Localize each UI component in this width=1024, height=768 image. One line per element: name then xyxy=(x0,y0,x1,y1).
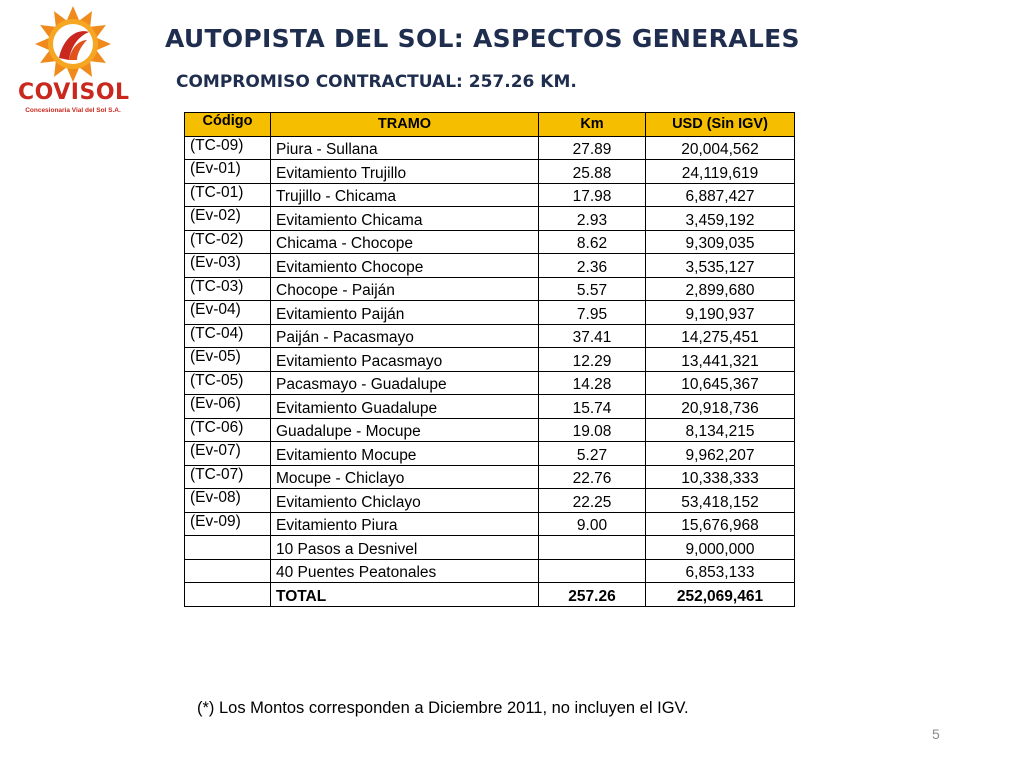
tramos-table xyxy=(184,112,795,607)
cell-codigo: (Ev-01) xyxy=(185,160,271,184)
cell-usd: 3,459,192 xyxy=(646,207,795,231)
table-row xyxy=(185,489,795,513)
cell-codigo: (Ev-08) xyxy=(185,489,271,513)
table-row xyxy=(185,465,795,489)
cell-km: 37.41 xyxy=(539,324,646,348)
total-usd: 252,069,461 xyxy=(646,583,795,607)
table-row xyxy=(185,230,795,254)
table-row xyxy=(185,512,795,536)
table-row xyxy=(185,348,795,372)
cell-codigo: (TC-07) xyxy=(185,465,271,489)
table-header-row xyxy=(185,113,795,137)
cell-codigo: (TC-02) xyxy=(185,230,271,254)
cell-usd: 6,853,133 xyxy=(646,559,795,583)
footnote: (*) Los Montos corresponden a Diciembre 2011, no incluyen el IGV. xyxy=(197,699,689,717)
page-subtitle: COMPROMISO CONTRACTUAL: 257.26 KM. xyxy=(176,72,577,92)
cell-tramo: Evitamiento Chiclayo xyxy=(271,489,539,513)
cell-km: 14.28 xyxy=(539,371,646,395)
cell-tramo: Evitamiento Chocope xyxy=(271,254,539,278)
cell-usd: 20,004,562 xyxy=(646,136,795,160)
cell-usd: 14,275,451 xyxy=(646,324,795,348)
cell-km: 8.62 xyxy=(539,230,646,254)
page-title: AUTOPISTA DEL SOL: ASPECTOS GENERALES xyxy=(165,24,800,53)
cell-km: 15.74 xyxy=(539,395,646,419)
cell-usd: 6,887,427 xyxy=(646,183,795,207)
cell-codigo xyxy=(185,536,271,560)
cell-codigo: (Ev-04) xyxy=(185,301,271,325)
table-row xyxy=(185,301,795,325)
cell-km: 2.36 xyxy=(539,254,646,278)
cell-km: 2.93 xyxy=(539,207,646,231)
cell-km xyxy=(539,559,646,583)
header-km: Km xyxy=(539,113,646,137)
cell-tramo: Guadalupe - Mocupe xyxy=(271,418,539,442)
cell-tramo: Piura - Sullana xyxy=(271,136,539,160)
cell-km: 22.76 xyxy=(539,465,646,489)
cell-usd: 13,441,321 xyxy=(646,348,795,372)
cell-tramo: 10 Pasos a Desnivel xyxy=(271,536,539,560)
table-row xyxy=(185,418,795,442)
cell-tramo: Trujillo - Chicama xyxy=(271,183,539,207)
table-row xyxy=(185,277,795,301)
cell-codigo: (Ev-05) xyxy=(185,348,271,372)
total-label: TOTAL xyxy=(271,583,539,607)
cell-tramo: Mocupe - Chiclayo xyxy=(271,465,539,489)
cell-codigo xyxy=(185,583,271,607)
cell-km: 9.00 xyxy=(539,512,646,536)
cell-tramo: 40 Puentes Peatonales xyxy=(271,559,539,583)
table-row xyxy=(185,442,795,466)
cell-tramo: Evitamiento Chicama xyxy=(271,207,539,231)
cell-codigo: (TC-04) xyxy=(185,324,271,348)
cell-codigo: (Ev-07) xyxy=(185,442,271,466)
cell-km: 19.08 xyxy=(539,418,646,442)
cell-codigo: (TC-06) xyxy=(185,418,271,442)
cell-usd: 9,309,035 xyxy=(646,230,795,254)
cell-tramo: Evitamiento Guadalupe xyxy=(271,395,539,419)
table-row xyxy=(185,536,795,560)
cell-km xyxy=(539,536,646,560)
sun-logo-icon xyxy=(32,6,114,84)
cell-tramo: Evitamiento Paiján xyxy=(271,301,539,325)
cell-codigo: (Ev-02) xyxy=(185,207,271,231)
cell-km: 22.25 xyxy=(539,489,646,513)
table-row xyxy=(185,207,795,231)
cell-usd: 3,535,127 xyxy=(646,254,795,278)
cell-km: 25.88 xyxy=(539,160,646,184)
total-km: 257.26 xyxy=(539,583,646,607)
cell-tramo: Chicama - Chocope xyxy=(271,230,539,254)
table-row xyxy=(185,324,795,348)
cell-usd: 10,645,367 xyxy=(646,371,795,395)
cell-km: 7.95 xyxy=(539,301,646,325)
cell-tramo: Paiján - Pacasmayo xyxy=(271,324,539,348)
cell-codigo: (TC-01) xyxy=(185,183,271,207)
cell-usd: 10,338,333 xyxy=(646,465,795,489)
cell-usd: 53,418,152 xyxy=(646,489,795,513)
cell-tramo: Pacasmayo - Guadalupe xyxy=(271,371,539,395)
logo-wordmark: COVISOL xyxy=(18,80,130,105)
covisol-logo xyxy=(18,6,128,124)
cell-tramo: Evitamiento Mocupe xyxy=(271,442,539,466)
page-number: 5 xyxy=(932,726,940,742)
cell-usd: 9,000,000 xyxy=(646,536,795,560)
cell-codigo: (Ev-06) xyxy=(185,395,271,419)
table-row xyxy=(185,254,795,278)
cell-codigo xyxy=(185,559,271,583)
table-row xyxy=(185,183,795,207)
cell-codigo: (Ev-03) xyxy=(185,254,271,278)
cell-km: 5.57 xyxy=(539,277,646,301)
cell-tramo: Evitamiento Trujillo xyxy=(271,160,539,184)
cell-usd: 9,962,207 xyxy=(646,442,795,466)
cell-km: 27.89 xyxy=(539,136,646,160)
cell-tramo: Evitamiento Piura xyxy=(271,512,539,536)
logo-tagline: Concesionaria Vial del Sol S.A. xyxy=(25,107,121,114)
cell-usd: 20,918,736 xyxy=(646,395,795,419)
cell-km: 17.98 xyxy=(539,183,646,207)
header-codigo: Código xyxy=(185,113,271,137)
table-row xyxy=(185,371,795,395)
cell-codigo: (TC-03) xyxy=(185,277,271,301)
cell-codigo: (TC-05) xyxy=(185,371,271,395)
cell-usd: 2,899,680 xyxy=(646,277,795,301)
cell-tramo: Evitamiento Pacasmayo xyxy=(271,348,539,372)
table-total-row xyxy=(185,583,795,607)
cell-tramo: Chocope - Paiján xyxy=(271,277,539,301)
header-tramo: TRAMO xyxy=(271,113,539,137)
cell-usd: 9,190,937 xyxy=(646,301,795,325)
cell-km: 5.27 xyxy=(539,442,646,466)
table-row xyxy=(185,160,795,184)
table-row xyxy=(185,395,795,419)
table-row xyxy=(185,559,795,583)
cell-codigo: (TC-09) xyxy=(185,136,271,160)
cell-km: 12.29 xyxy=(539,348,646,372)
cell-usd: 8,134,215 xyxy=(646,418,795,442)
table-row xyxy=(185,136,795,160)
cell-usd: 24,119,619 xyxy=(646,160,795,184)
header-usd: USD (Sin IGV) xyxy=(646,113,795,137)
cell-usd: 15,676,968 xyxy=(646,512,795,536)
cell-codigo: (Ev-09) xyxy=(185,512,271,536)
